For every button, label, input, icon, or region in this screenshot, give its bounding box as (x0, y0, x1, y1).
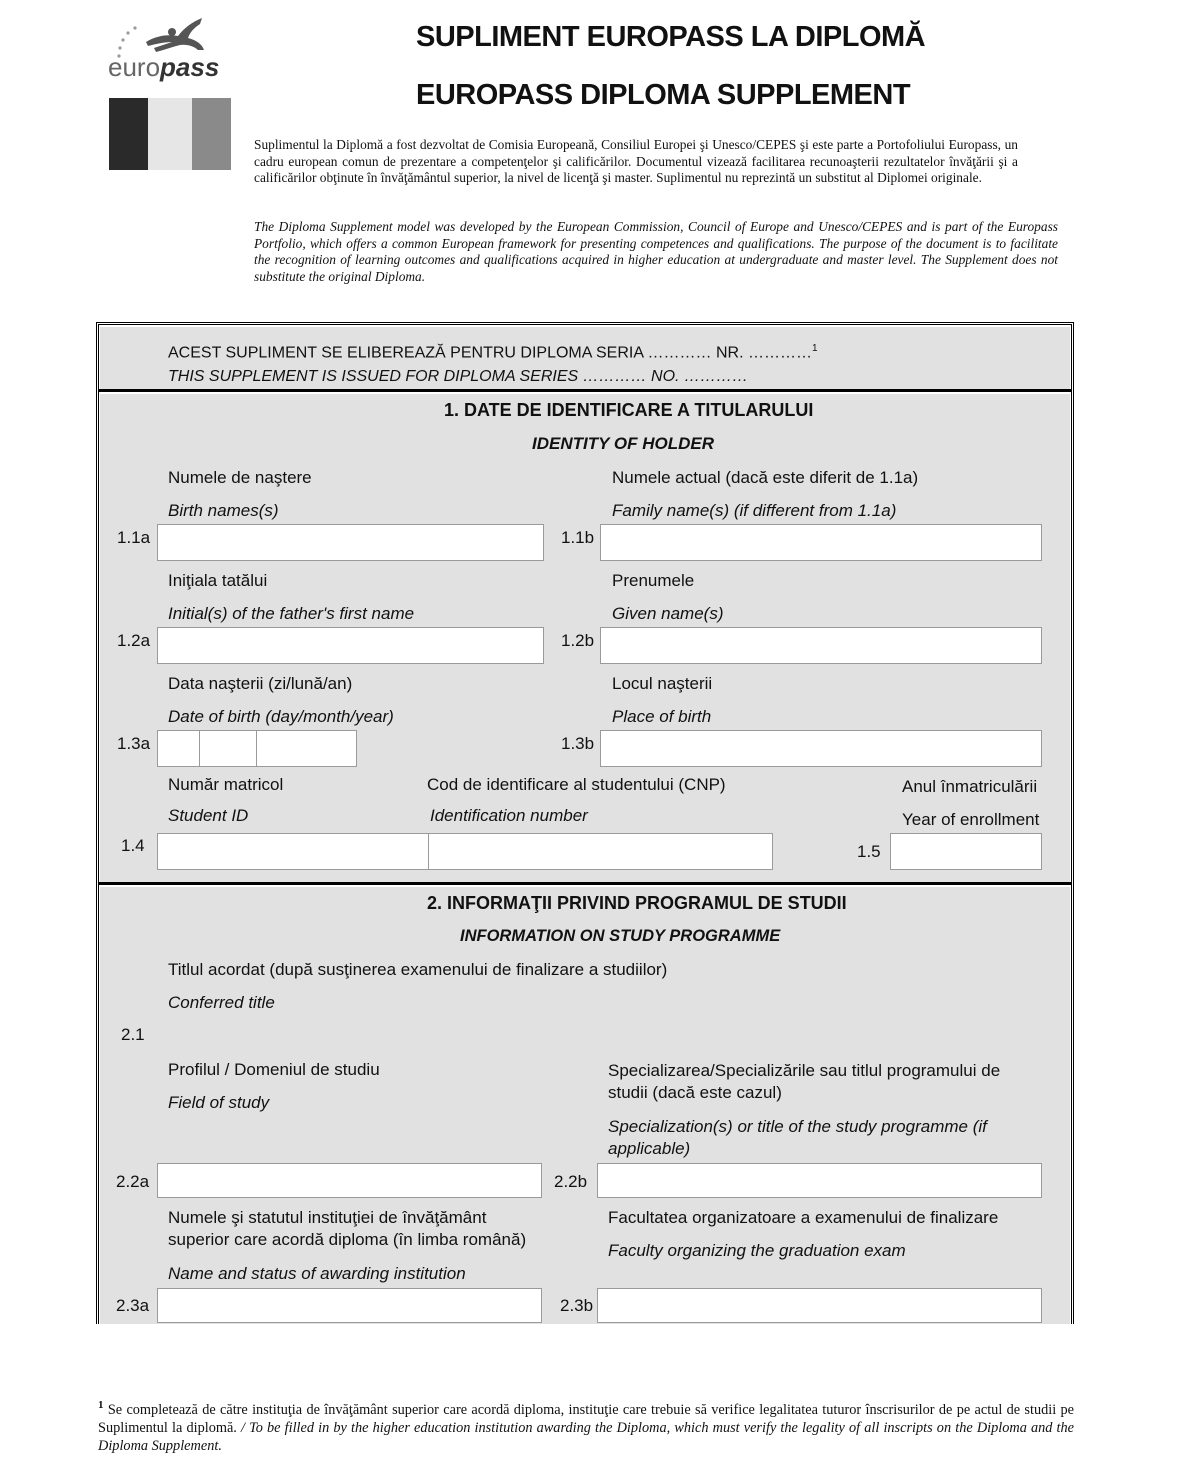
footnote-sep: / (236, 1419, 250, 1436)
label-2-3b-en: Faculty organizing the graduation exam (608, 1241, 906, 1260)
field-2-2a[interactable] (157, 1163, 542, 1198)
label-2-3a-en: Name and status of awarding institution (168, 1264, 466, 1283)
label-2-2b-en: Specialization(s) or title of the study programme (if applicable) (608, 1117, 987, 1158)
field-1-1b[interactable] (600, 524, 1042, 561)
field-2-2b[interactable] (597, 1163, 1042, 1198)
field-1-5[interactable] (890, 833, 1042, 870)
field-1-2b[interactable] (600, 627, 1042, 664)
label-2-1-en: Conferred title (168, 993, 275, 1012)
num-1-1b: 1.1b (561, 528, 595, 547)
field-1-3a-day[interactable] (157, 730, 200, 767)
label-1-5-en: Year of enrollment (902, 810, 1040, 829)
label-1-2a-en: Initial(s) of the father's first name (168, 604, 415, 623)
field-1-4-cnp[interactable] (428, 833, 773, 870)
num-2-1: 2.1 (121, 1025, 145, 1044)
label-2-3b-ro: Facultatea organizatoare a examenului de finalizare (608, 1208, 999, 1227)
label-2-1-ro: Titlul acordat (după susţinerea examenului de finalizare a studiilor) (168, 960, 668, 979)
label-1-4-cnp-ro: Cod de identificare al studentului (CNP) (427, 775, 726, 794)
label-1-1b-en: Family name(s) (if different from 1.1a) (612, 501, 897, 520)
num-1-3b: 1.3b (561, 734, 595, 753)
label-1-5-ro: Anul înmatriculării (902, 777, 1038, 796)
num-1-4: 1.4 (121, 836, 145, 855)
section1-title: 1. DATE DE IDENTIFICARE A TITULARULUI (444, 400, 814, 420)
label-1-4-cnp-en: Identification number (430, 806, 588, 825)
label-1-3a-en: Date of birth (day/month/year) (168, 707, 394, 726)
field-2-1[interactable] (157, 1018, 1042, 1048)
section2-subtitle: INFORMATION ON STUDY PROGRAMME (460, 927, 781, 945)
bar-black (109, 98, 148, 170)
color-bars (109, 98, 231, 170)
field-1-4-student-id[interactable] (157, 833, 429, 870)
num-2-2a: 2.2a (116, 1172, 150, 1191)
label-1-3b-ro: Locul naşterii (612, 674, 713, 693)
title-en: EUROPASS DIPLOMA SUPPLEMENT (416, 79, 911, 111)
issued-en: THIS SUPPLEMENT IS ISSUED FOR DIPLOMA SERIES ………… NO. ………… (168, 368, 748, 385)
label-1-4-id-en: Student ID (168, 806, 249, 825)
field-1-2a[interactable] (157, 627, 544, 664)
label-1-3b-en: Place of birth (612, 707, 712, 726)
num-2-3a: 2.3a (116, 1296, 150, 1315)
bar-light (148, 98, 192, 170)
section1-subtitle: IDENTITY OF HOLDER (532, 434, 714, 453)
field-2-3b[interactable] (597, 1288, 1042, 1323)
field-1-3b[interactable] (600, 730, 1042, 767)
label-1-1a-en: Birth names(s) (168, 501, 279, 520)
footnote-mark: 1 (98, 1399, 104, 1411)
label-1-2a-ro: Iniţiala tatălui (168, 571, 268, 590)
label-2-2a-en: Field of study (168, 1093, 270, 1112)
field-1-1a[interactable] (157, 524, 544, 561)
num-1-2a: 1.2a (117, 631, 151, 650)
num-1-3a: 1.3a (117, 734, 151, 753)
intro-en: The Diploma Supplement model was developed by the European Commission, Council of Europe and Unesco/CEPES and is part of the Europass Portfolio, which offers a common European framework for presenting competences and qualifications. The purpose of the document is to facilitate the recognition of learning outcomes and qualifications acquired in higher education at undergraduate and master level. The Supplement does not substitute the original Diploma. (254, 219, 1058, 284)
footnote-ref: 1 (812, 343, 818, 354)
num-2-3b: 2.3b (560, 1296, 594, 1315)
label-1-2b-ro: Prenumele (612, 571, 695, 590)
divider-issued (99, 389, 1071, 392)
bar-grey (192, 98, 231, 170)
field-1-3a-year[interactable] (256, 730, 357, 767)
label-2-3a-ro: Numele şi statutul instituţiei de învăţământ superior care acordă diploma (în limba română) (168, 1208, 527, 1249)
label-2-2b-ro: Specializarea/Specializările sau titlul programului de studii (dacă este cazul) (608, 1061, 1001, 1102)
footnote-en: To be filled in by the higher education institution awarding the Diploma, which must verify the legality of all inscripts on the Diploma and the Diploma Supplement. (98, 1419, 1075, 1454)
label-1-1a-ro: Numele de naştere (168, 468, 312, 487)
field-2-3a[interactable] (157, 1288, 542, 1323)
footnote-ro: Se completează de către instituţia de învăţământ superior care acordă diploma, instituţie care trebuie să verifice legalitatea tuturor înscrisurilor de pe actul de studii pe Suplimentul la diplomă. (98, 1401, 1075, 1436)
issued-ro: ACEST SUPLIMENT SE ELIBEREAZĂ PENTRU DIPLOMA SERIA ………… NR. …………$^1$ (168, 343, 818, 362)
divider-section1 (99, 882, 1071, 885)
num-1-1a: 1.1a (117, 528, 151, 547)
europass-logo (106, 14, 246, 86)
label-1-2b-en: Given name(s) (612, 604, 724, 623)
logo-text-euro: euro (108, 52, 161, 82)
label-1-4-id-ro: Număr matricol (168, 775, 284, 794)
logo-text-pass: pass (160, 52, 220, 82)
num-2-2b: 2.2b (554, 1172, 588, 1191)
intro-ro: Suplimentul la Diplomă a fost dezvoltat de Comisia Europeană, Consiliul Europei şi Unesco/CEPES şi este parte a Portofoliului Europass, un cadru european comun de prezentare a competenţelor şi calificărilor. Documentul vizează facilitarea recunoaşterii rezultatelor învăţării şi a calificărilor obţinute în învăţământul superior, la nivel de licenţă şi master. Suplimentul nu reprezintă un substitut al Diplomei originale. (254, 137, 1018, 186)
footnote (98, 1396, 1074, 1455)
label-1-3a-ro: Data naşterii (zi/lună/an) (168, 674, 353, 693)
num-1-5: 1.5 (857, 842, 881, 861)
label-2-2a-ro: Profilul / Domeniul de studiu (168, 1060, 380, 1079)
field-1-3a-month[interactable] (199, 730, 257, 767)
num-1-2b: 1.2b (561, 631, 595, 650)
label-1-1b-ro: Numele actual (dacă este diferit de 1.1a) (612, 468, 919, 487)
section2-title: 2. INFORMAŢII PRIVIND PROGRAMUL DE STUDII (427, 893, 847, 913)
title-ro: SUPLIMENT EUROPASS LA DIPLOMĂ (416, 21, 926, 53)
